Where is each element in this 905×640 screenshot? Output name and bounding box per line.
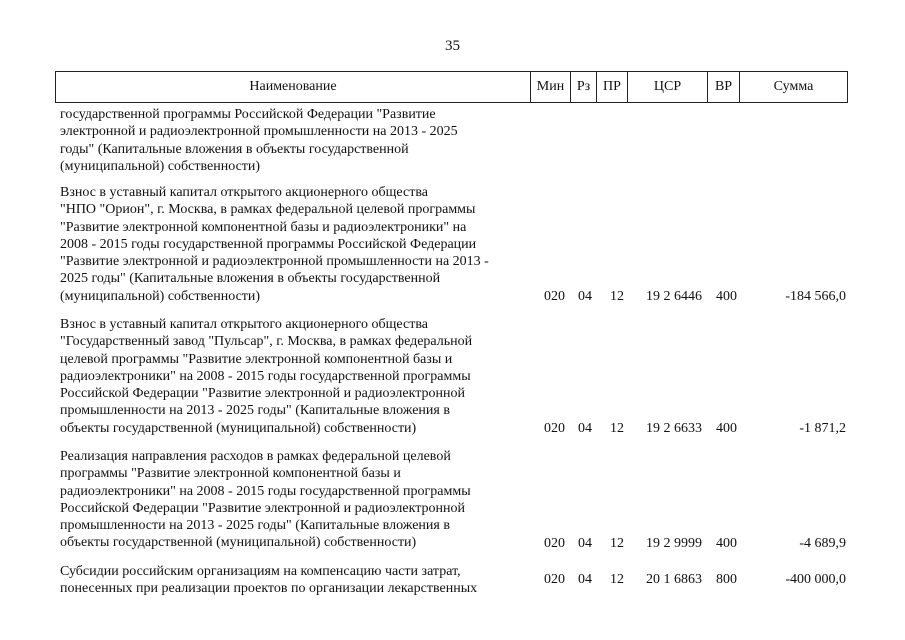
row-min: 020 — [544, 572, 565, 587]
row-sum: -4 689,9 — [799, 536, 846, 551]
header-pr: ПР — [596, 72, 627, 102]
row-rz: 04 — [578, 289, 592, 304]
row-csr: 19 2 6633 — [646, 421, 702, 436]
header-sum: Сумма — [739, 72, 847, 102]
table-header — [55, 71, 848, 103]
row-min: 020 — [544, 289, 565, 304]
row-vr: 400 — [716, 536, 737, 551]
header-min: Мин — [530, 72, 570, 102]
row-pr: 12 — [610, 289, 624, 304]
row-sum: -1 871,2 — [799, 421, 846, 436]
row-sum: -184 566,0 — [785, 289, 846, 304]
row-pr: 12 — [610, 536, 624, 551]
row-csr: 19 2 6446 — [646, 289, 702, 304]
row-name: Субсидии российским организациям на компенсацию части затрат, понесенных при реализации проектов по организации лекарственных — [60, 564, 478, 597]
row-pr: 12 — [610, 572, 624, 587]
row-min: 020 — [544, 536, 565, 551]
row-vr: 400 — [716, 289, 737, 304]
row-min: 020 — [544, 421, 565, 436]
row-vr: 800 — [716, 572, 737, 587]
row-rz: 04 — [578, 572, 592, 587]
row-name: Взнос в уставный капитал открытого акционерного общества "Государственный завод "Пульсар", г. Москва, в рамках федеральной целевой программы "Развитие электронной компонентной базы и радиоэлектроники" на 2008 - 2015 годы государственной программы Российской Федерации "Развитие электронной и радиоэлектронной промышленности на 2013 - 2025 годы" (Капитальные вложения в объекты государственной (муниципальной) собственности) — [60, 317, 473, 436]
header-rz: Рз — [570, 72, 596, 102]
header-name: Наименование — [249, 79, 337, 94]
row-name: Реализация направления расходов в рамках федеральной целевой программы "Развитие электронной компонентной базы и радиоэлектроники" на 2008 - 2015 годы государственной программы Российской Федерации "Развитие электронной и радиоэлектронной промышленности на 2013 - 2025 годы" (Капитальные вложения в объекты государственной (муниципальной) собственности) — [60, 449, 471, 551]
row-vr: 400 — [716, 421, 737, 436]
row-name: Взнос в уставный капитал открытого акционерного общества "НПО "Орион", г. Москва, в рамках федеральной целевой программы "Развитие электронной компонентной базы и радиоэлектроники" на 2008 - 2015 годы государственной программы Российской Федерации "Развитие электронной и радиоэлектронной промышленности на 2013 - 2025 годы" (Капитальные вложения в объекты государственной (муниципальной) собственности) — [60, 185, 489, 304]
header-vr: ВР — [707, 72, 739, 102]
row-rz: 04 — [578, 421, 592, 436]
row-sum: -400 000,0 — [785, 572, 846, 587]
page-number: 35 — [445, 38, 460, 54]
row-name: государственной программы Российской Федерации "Развитие электронной и радиоэлектронной промышленности на 2013 - 2025 годы" (Капитальные вложения в объекты государственной (муниципальной) собственности) — [60, 107, 458, 174]
row-pr: 12 — [610, 421, 624, 436]
row-rz: 04 — [578, 536, 592, 551]
header-csr: ЦСР — [627, 72, 707, 102]
row-csr: 20 1 6863 — [646, 572, 702, 587]
row-csr: 19 2 9999 — [646, 536, 702, 551]
